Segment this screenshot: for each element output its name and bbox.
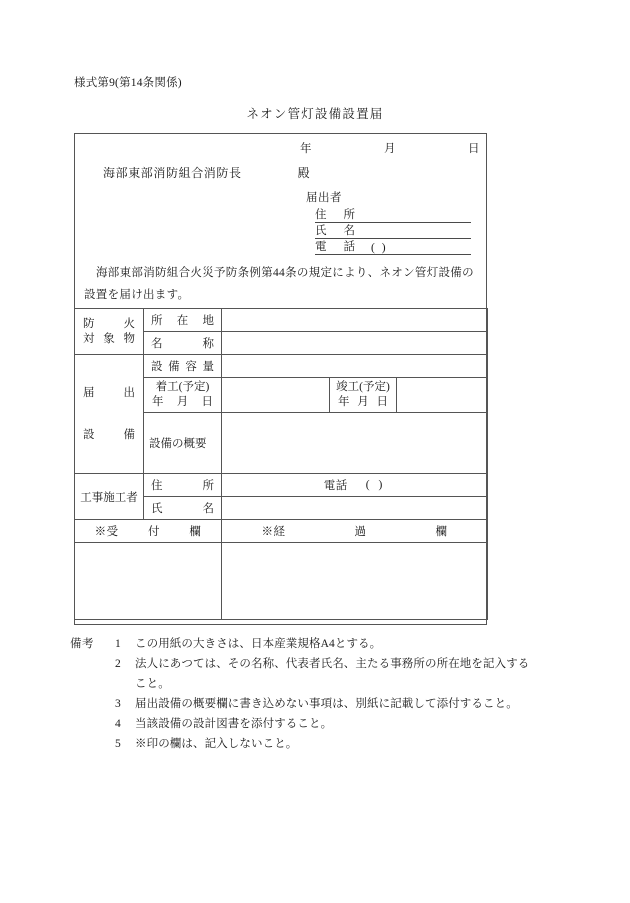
cell-contractor-address-value[interactable] <box>222 474 488 497</box>
remarks-item-text: この用紙の大きさは、日本産業規格A4とする。 <box>135 638 382 650</box>
contractor-tel-label: 電話 <box>323 480 348 492</box>
applicant-tel-label: 電 話 <box>315 241 355 253</box>
statement-paragraph: 海部東部消防組合火災予防条例第44条の規定により、ネオン管灯設備の設置を届け出ます。 <box>84 267 474 301</box>
table-row-office-use-body <box>75 543 488 620</box>
date-year-label: 年 <box>300 143 312 155</box>
remarks-section <box>70 634 540 754</box>
cell-equipment-label <box>75 355 144 474</box>
remarks-item-number: 3 <box>115 698 121 710</box>
cell-start-date-label <box>144 378 222 413</box>
table-row-contractor-address <box>75 474 488 497</box>
cell-equipment-outline-label: 設備の概要 <box>144 413 222 474</box>
addressee <box>103 164 310 181</box>
contractor-tel-paren: ( ) <box>365 479 386 491</box>
cell-start-date-value[interactable] <box>222 378 330 413</box>
applicant-name-label: 氏 名 <box>315 225 355 237</box>
remarks-item <box>115 654 540 694</box>
cell-contractor-name-label: 氏 名 <box>144 497 222 520</box>
start-date-label-text: 着工(予定) 年 月 日 <box>152 381 213 408</box>
document-title: ネオン管灯設備設置届 <box>246 107 384 121</box>
cell-receipt-header: ※受 付 欄 <box>75 520 222 543</box>
cell-equipment-capacity-value[interactable] <box>222 355 488 378</box>
remarks-item <box>115 634 540 654</box>
applicant-block <box>300 189 480 255</box>
cell-building-name-label: 名 称 <box>144 332 222 355</box>
applicant-name-row[interactable] <box>315 223 471 239</box>
remarks-item-text: 法人にあつては、その名称、代表者氏名、主たる事務所の所在地を記入すること。 <box>135 658 530 690</box>
contractor-tel-field <box>227 477 482 493</box>
cell-receipt-value[interactable] <box>75 543 222 620</box>
table-row-building-location <box>75 309 488 332</box>
applicant-title: 届出者 <box>306 192 342 204</box>
cell-progress-header: ※経 過 欄 <box>222 520 488 543</box>
cell-end-date-label <box>330 378 397 413</box>
cell-contractor-name-value[interactable] <box>222 497 488 520</box>
remarks-item-number: 2 <box>115 658 121 670</box>
remarks-item <box>115 734 540 754</box>
remarks-item <box>115 694 540 714</box>
applicant-tel-row[interactable] <box>315 239 471 255</box>
cell-contractor-label: 工事施工者 <box>75 474 144 520</box>
cell-building-location-label: 所 在 地 <box>144 309 222 332</box>
cell-building-label <box>75 309 144 355</box>
equipment-label-text: 届 出 設 備 <box>83 387 135 441</box>
cell-progress-value[interactable] <box>222 543 488 620</box>
cell-end-date-value[interactable] <box>397 378 488 413</box>
date-line <box>300 140 480 156</box>
addressee-name: 海部東部消防組合消防長 <box>103 166 242 180</box>
remarks-item-text: ※印の欄は、記入しないこと。 <box>135 738 298 750</box>
remarks-item-number: 5 <box>115 738 121 750</box>
cell-contractor-address-label: 住 所 <box>144 474 222 497</box>
remarks-item <box>115 714 540 734</box>
remarks-item-number: 1 <box>115 638 121 650</box>
addressee-honorific: 殿 <box>297 166 311 180</box>
cell-building-location-value[interactable] <box>222 309 488 332</box>
table-row-equipment-capacity <box>75 355 488 378</box>
remarks-item-text: 届出設備の概要欄に書き込めない事項は、別紙に記載して添付すること。 <box>135 698 518 710</box>
remarks-item-text: 当該設備の設計図書を添付すること。 <box>135 718 333 730</box>
date-month-label: 月 <box>384 143 396 155</box>
applicant-address-row[interactable] <box>315 207 471 223</box>
applicant-address-label: 住 所 <box>315 209 355 221</box>
remarks-heading: 備考 <box>70 638 94 650</box>
table-row-office-use-header <box>75 520 488 543</box>
cell-building-name-value[interactable] <box>222 332 488 355</box>
remarks-list <box>115 634 540 754</box>
form-table <box>74 308 488 620</box>
remarks-item-number: 4 <box>115 718 121 730</box>
applicant-tel-paren: ( ) <box>371 242 388 254</box>
end-date-label-text: 竣工(予定) 年 月 日 <box>336 381 390 408</box>
building-label-text: 防 火 対 象 物 <box>83 317 135 345</box>
cell-equipment-outline-value[interactable] <box>222 413 488 474</box>
date-day-label: 日 <box>468 143 480 155</box>
form-number: 様式第9(第14条関係) <box>74 77 182 89</box>
cell-equipment-capacity-label: 設 備 容 量 <box>144 355 222 378</box>
